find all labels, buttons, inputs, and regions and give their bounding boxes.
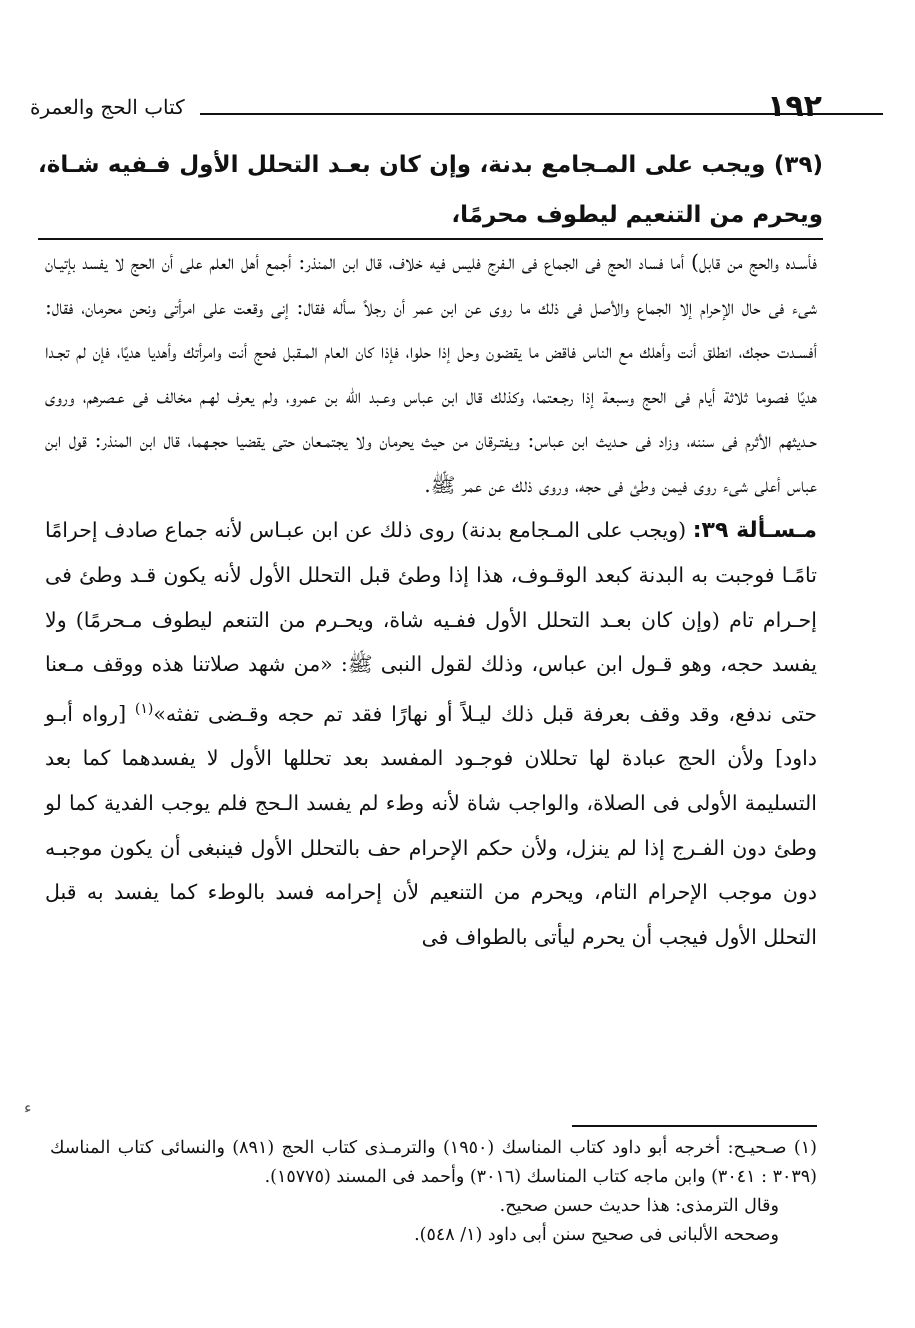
paragraph-2 <box>45 508 817 960</box>
footnote-line-2: وقال الترمذى: هذا حديث حسن صحيح. <box>499 1196 779 1216</box>
page-number: ١٩٢ <box>767 89 822 124</box>
footnotes <box>50 1134 817 1250</box>
paragraph-1: فأسـده والحج من قابل) أما فساد الحج فى الجماع فى الـفرج فليس فيه خلاف، قال ابن المنذر: أجمع أهل العلم على أن الحج لا يفسد بإتيـان شىء فى حال الإحرام إلا الجماع والأصل فى ذلك ما روى عن ابن عمر أن رجلاً سأله فقال: إنى وقعت على امرأتى ونحن محرمان، فقال: أفسـدت حجك، انطلق أنت وأهلك مع الناس فاقض ما يقضون وحل إذا حلوا، فإذا كان العام المـقبل فحج أنت وامرأتك وأهديا هديًا، فإن لم تجـدا هديًا فصوما ثلاثة أيام فى الحج وسبعة إذا رجـعتما، وكذلك قال ابن عباس وعـبد الله بن عمرو، ولم يعرف لهـم مخالف فى عـصرهم، وروى حـديثهم الأثرم فى سننه، وزاد فى حـديث ابن عباس: ويفتـرقان من حيث يحرمان ولا يجتمـعان حتى يقضيا حجـهما، قال ابن المنذر: قول ابن عباس أعلى شىء روى فيمن وطئ فى حجه، وروى ذلك عن عمر ﷺ. <box>45 250 817 497</box>
footnote-reference: (١) <box>134 700 154 717</box>
masala-label: مـسـألة ٣٩: <box>692 517 818 543</box>
margin-mark: ﺀ <box>24 1098 32 1117</box>
matn-text: (٣٩) ويجب على المـجامع بدنة، وإن كان بعـد التحلل الأول فـفيه شـاة، ويحرم من التنعيم ليطوف محرمًا، <box>38 152 823 228</box>
commentary-body <box>45 240 817 959</box>
header-rule <box>200 113 883 115</box>
paragraph-2-part-b: [رواه أبـو داود] ولأن الحج عبادة لها تحللان فوجـود المفسد بعد تحللها الأول لا يفسدهما كما بعد التسليمة الأولى فى الصلاة، والواجب شاة لأنه وطء لم يفسد الـحج فلم يوجب الفدية كما لو وطئ دون الفـرج إذا لم ينزل، ولأن حكم الإحرام حف بالتحلل الأول فينبغى أن يكون موجبـه دون موجب الإحرام التام، ويحرم من التنعيم لأن إحرامه فسد بالوطء كما يفسد به قبل التحلل الأول فيجب أن يحرم ليأتى بالطواف فى <box>45 701 817 949</box>
book-title: كتاب الحج والعمرة <box>30 95 185 119</box>
footnote-rule <box>572 1125 817 1127</box>
paragraph-2-part-a: (ويجب على المـجامع بدنة) روى ذلك عن ابن عبـاس لأنه جماع صادف إحرامًا تامًـا فوجبت به البدنة كبعد الوقـوف، هذا إذا وطئ قبل التحلل الأول لأنه يكون قـد وطئ فى إحـرام تام (وإن كان بعـد التحلل الأول ففـيه شاة، ويحـرم من التنعم ليطوف مـحرمًا) ولا يفسد حجه، وهو قـول ابن عباس، وذلك لقول النبى ﷺ: «من شهد صلاتنا هذه ووقف مـعنا حتى ندفع، وقد وقف بعرفة قبل ذلك ليـلاً أو نهارًا فقد تم حجه وقـضى تفثه» <box>45 517 817 726</box>
footnote-line-3: وصححه الألبانى فى صحيح سنن أبى داود (١/ ٥٤٨). <box>414 1225 779 1245</box>
running-head <box>30 94 820 124</box>
footnote-1: (١) صـحيـح: أخرجه أبو داود كتاب المناسك (١٩٥٠) والترمـذى كتاب الحج (٨٩١) والنسائى كتاب المناسك (٣٠٣٩ : ٣٠٤١) وابن ماجه كتاب المناسك (٣٠١٦) وأحمد فى المسند (١٥٧٧٥). <box>50 1138 817 1187</box>
